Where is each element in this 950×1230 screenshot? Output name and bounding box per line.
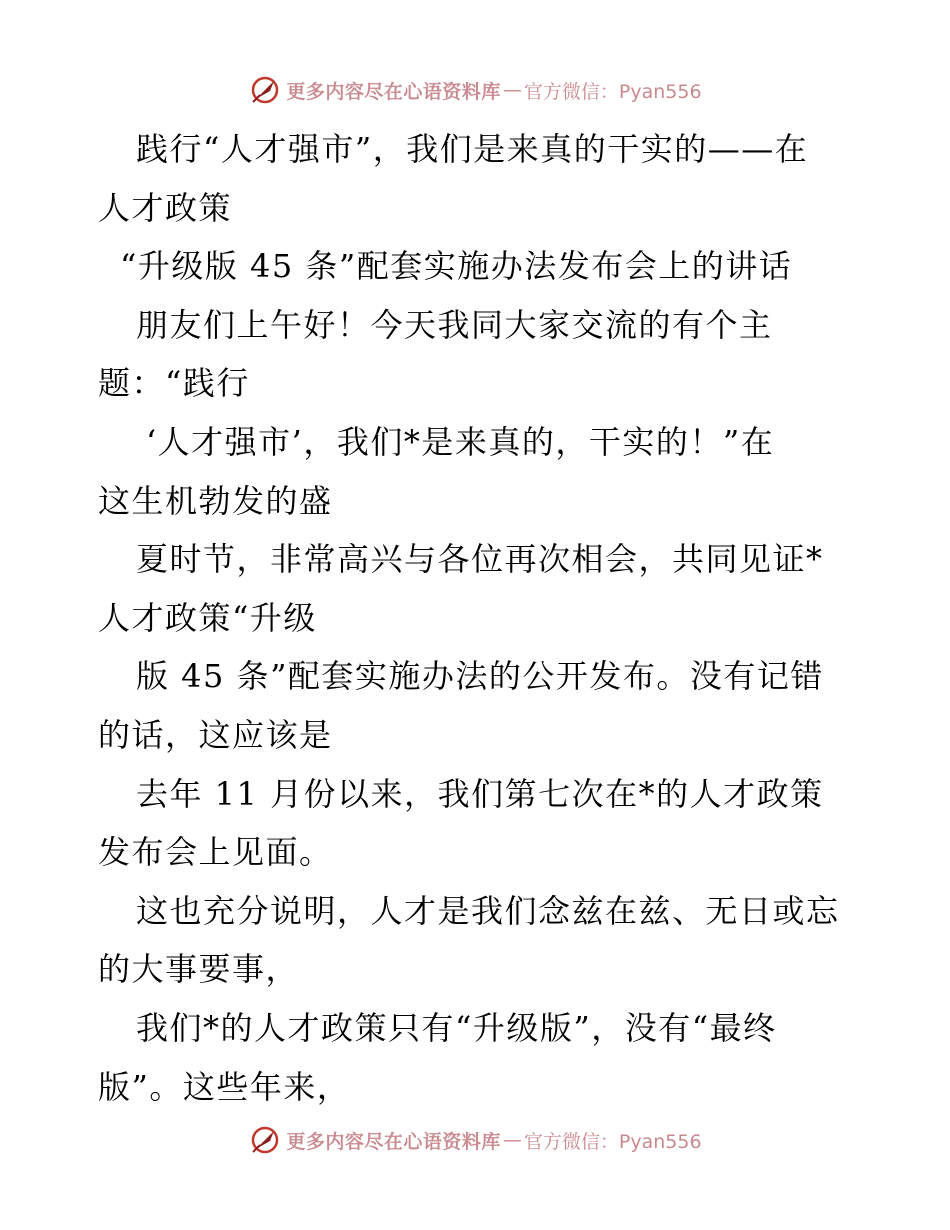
text-line: 这生机勃发的盛 (98, 481, 333, 520)
banner-dash: — (502, 1129, 522, 1151)
text-line: “升级版 45 条”配套实施办法发布会上的讲话 (120, 247, 793, 286)
banner-title: 更多内容尽在心语资料库 (286, 1130, 501, 1153)
text-line: 题：“践行 (98, 364, 250, 403)
text-line: 人才政策 (98, 188, 233, 227)
text-line: 去年 11 月份以来，我们第七次在*的人才政策 (136, 774, 824, 813)
banner-account: 官方微信：Pyan556 (523, 80, 702, 103)
text-line: 朋友们上午好！今天我同大家交流的有个主 (136, 305, 773, 344)
text-line: 夏时节，非常高兴与各位再次相会，共同见证* (136, 540, 824, 579)
text-line: 这也充分说明，人才是我们念兹在兹、无日或忘 (136, 891, 840, 930)
text-line: 版 45 条”配套实施办法的公开发布。没有记错 (136, 657, 824, 696)
text-line: 的大事要事， (98, 950, 300, 989)
footer-banner (0, 1122, 950, 1158)
quill-pen-logo-icon (248, 73, 282, 107)
text-line: ‘人才强市’，我们*是来真的，干实的！”在 (146, 422, 775, 461)
text-line: 践行“人才强市”，我们是来真的干实的——在 (136, 130, 809, 168)
text-line: 发布会上见面。 (98, 833, 333, 872)
text-line: 版”。这些年来， (98, 1067, 351, 1106)
header-banner (0, 72, 950, 108)
document-body (98, 120, 858, 1116)
banner-dash: — (502, 79, 522, 101)
text-line: 人才政策“升级 (98, 598, 317, 637)
quill-pen-logo-icon (248, 1123, 282, 1157)
banner-title: 更多内容尽在心语资料库 (286, 80, 501, 103)
text-line: 我们*的人才政策只有“升级版”，没有“最终 (136, 1008, 777, 1047)
banner-account: 官方微信：Pyan556 (523, 1130, 702, 1153)
text-line: 的话，这应该是 (98, 715, 333, 754)
